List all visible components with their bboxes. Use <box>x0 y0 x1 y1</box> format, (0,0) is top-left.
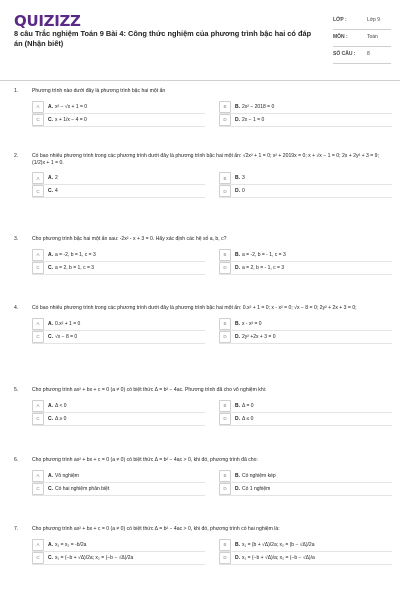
option-text <box>48 252 205 258</box>
option-letter-box[interactable]: C <box>32 331 44 343</box>
option-key: B. <box>235 175 240 182</box>
answer-option[interactable] <box>219 101 392 114</box>
option-content: x₁ = (−b + √Δ)/a; x₂ = (−b − √Δ)/a <box>242 554 315 561</box>
option-content: 2x − 1 = 0 <box>242 116 265 123</box>
option-key: A. <box>48 175 53 182</box>
option-letter-box[interactable]: C <box>32 413 44 425</box>
meta-row-subject <box>333 32 391 47</box>
answer-option[interactable] <box>219 539 392 552</box>
answer-options <box>32 470 392 496</box>
option-letter-box[interactable]: A <box>32 400 44 412</box>
option-key: A. <box>48 320 53 327</box>
question-count-label: SỐ CÂU : <box>333 51 356 57</box>
answer-option[interactable] <box>219 318 392 331</box>
option-content: 3 <box>242 175 245 182</box>
option-text <box>48 265 205 271</box>
option-key: D. <box>235 116 240 123</box>
answer-option[interactable] <box>219 172 392 185</box>
answer-option[interactable] <box>32 262 205 275</box>
answer-options <box>32 400 392 426</box>
option-letter-box[interactable]: A <box>32 318 44 330</box>
option-text <box>235 542 392 548</box>
option-content: Có 1 nghiệm <box>242 485 271 492</box>
question-number: 1. <box>14 88 19 94</box>
option-letter-box[interactable]: B <box>219 172 231 184</box>
option-letter-box[interactable]: D <box>219 114 231 126</box>
option-letter-box[interactable]: A <box>32 539 44 551</box>
question-header <box>14 526 392 533</box>
answer-options <box>32 539 392 565</box>
question-text: Cho phương trình ax² + bx + c = 0 (a ≠ 0) có biệt thức Δ = b² − 4ac > 0, khi đó, phương trình đã cho: <box>32 457 258 463</box>
option-text <box>235 321 392 327</box>
subject-label: MÔN : <box>333 34 348 40</box>
question-block <box>14 526 392 565</box>
option-key: D. <box>235 264 240 271</box>
answer-option[interactable] <box>32 331 205 344</box>
option-text <box>48 188 205 194</box>
option-content: a = 2, b = - 1, c = 3 <box>242 264 285 271</box>
question-block <box>14 88 392 127</box>
option-content: a = 2, b = 1, c = 3 <box>55 264 95 271</box>
question-header <box>14 305 392 312</box>
option-text <box>235 252 392 258</box>
option-content: a = -2, b = 1, c = 3 <box>55 251 96 258</box>
option-key: C. <box>48 264 53 271</box>
question-number: 3. <box>14 236 19 242</box>
header-divider <box>0 80 400 81</box>
option-letter-box[interactable]: B <box>219 249 231 261</box>
option-letter-box[interactable]: A <box>32 249 44 261</box>
option-key: B. <box>235 103 240 110</box>
option-content: Có nghiệm kép <box>242 472 276 479</box>
option-text <box>235 175 392 181</box>
option-key: D. <box>235 188 240 195</box>
option-content: Δ ≥ 0 <box>55 415 67 422</box>
subject-value: Toán <box>367 34 378 40</box>
question-header <box>14 236 392 243</box>
option-content: Có hai nghiệm phân biệt <box>55 485 110 492</box>
option-text <box>48 416 205 422</box>
answer-option[interactable] <box>219 331 392 344</box>
option-text <box>48 175 205 181</box>
question-number: 5. <box>14 387 19 393</box>
option-letter-box[interactable]: D <box>219 552 231 564</box>
option-letter-box[interactable]: B <box>219 470 231 482</box>
question-text: Cho phương trình bậc hai một ẩn sau: -2x² - x + 3 = 0. Hãy xác định các hệ số a, b, c? <box>32 236 227 242</box>
option-key: A. <box>48 402 53 409</box>
question-header <box>14 457 392 464</box>
option-text <box>48 403 205 409</box>
option-text <box>235 473 392 479</box>
option-content: √x − 8 = 0 <box>55 333 78 340</box>
question-text: Có bao nhiêu phương trình trong các phương trình dưới đây là phương trình bậc hai một ẩn: √2x² + 1 = 0; x² + 2019x = 0; x + √x − 1 = 0; 2x + 2y² + 3 = 9; (1/2)x + 1 = 0. <box>32 153 379 166</box>
option-content: x - x² = 0 <box>242 320 262 327</box>
answer-option[interactable] <box>32 413 205 426</box>
question-number: 4. <box>14 305 19 311</box>
option-text <box>235 555 392 561</box>
option-text <box>235 104 392 110</box>
meta-row-class <box>333 15 391 30</box>
option-content: Vô nghiệm <box>55 472 79 479</box>
option-text <box>235 486 392 492</box>
answer-options <box>32 249 392 275</box>
option-letter-box[interactable]: D <box>219 262 231 274</box>
option-key: D. <box>235 415 240 422</box>
option-text <box>48 473 205 479</box>
option-text <box>48 486 205 492</box>
option-text <box>48 555 205 561</box>
option-key: C. <box>48 333 53 340</box>
meta-row-count <box>333 49 391 64</box>
option-content: x + 1/x − 4 = 0 <box>55 116 87 123</box>
option-content: Δ ≤ 0 <box>242 415 254 422</box>
question-header <box>14 153 392 166</box>
option-key: A. <box>48 541 53 548</box>
answer-option[interactable] <box>32 539 205 552</box>
option-letter-box[interactable]: D <box>219 483 231 495</box>
option-letter-box[interactable]: B <box>219 539 231 551</box>
option-key: C. <box>48 554 53 561</box>
option-key: C. <box>48 188 53 195</box>
question-header <box>14 387 392 394</box>
option-content: Δ = 0 <box>242 402 254 409</box>
answer-option[interactable] <box>32 114 205 127</box>
option-key: A. <box>48 103 53 110</box>
question-text: Cho phương trình ax² + bx + c = 0 (a ≠ 0) có biệt thức Δ = b² − 4ac. Phương trình đã cho vô nghiệm khi: <box>32 387 267 393</box>
option-content: x₁ = (−b + √Δ)/2a; x₂ = (−b − √Δ)/2a <box>55 554 134 561</box>
option-text <box>48 104 205 110</box>
option-key: C. <box>48 485 53 492</box>
answer-option[interactable] <box>219 249 392 262</box>
answer-option[interactable] <box>32 318 205 331</box>
option-text <box>235 117 392 123</box>
answer-option[interactable] <box>219 400 392 413</box>
option-key: B. <box>235 541 240 548</box>
option-letter-box[interactable]: C <box>32 185 44 197</box>
option-content: 2y² +2x + 3 = 0 <box>242 333 276 340</box>
option-letter-box[interactable]: B <box>219 318 231 330</box>
answer-option[interactable] <box>219 114 392 127</box>
option-letter-box[interactable]: A <box>32 470 44 482</box>
answer-option[interactable] <box>32 400 205 413</box>
answer-option[interactable] <box>219 470 392 483</box>
option-letter-box[interactable]: D <box>219 413 231 425</box>
option-text <box>235 334 392 340</box>
question-text: Phương trình nào dưới đây là phương trình bậc hai một ẩn <box>32 88 166 94</box>
option-letter-box[interactable]: B <box>219 101 231 113</box>
answer-option[interactable] <box>219 185 392 198</box>
option-text <box>48 542 205 548</box>
answer-option[interactable] <box>219 552 392 565</box>
meta-panel <box>333 15 391 66</box>
option-key: D. <box>235 485 240 492</box>
option-key: C. <box>48 116 53 123</box>
option-key: B. <box>235 320 240 327</box>
option-letter-box[interactable]: D <box>219 331 231 343</box>
option-content: a = -2, b = - 1, c = 3 <box>242 251 286 258</box>
answer-option[interactable] <box>32 172 205 185</box>
option-content: 2 <box>55 175 58 182</box>
option-letter-box[interactable]: C <box>32 114 44 126</box>
answer-option[interactable] <box>32 185 205 198</box>
option-letter-box[interactable]: C <box>32 262 44 274</box>
option-key: B. <box>235 402 240 409</box>
option-letter-box[interactable]: A <box>32 172 44 184</box>
question-block <box>14 153 392 198</box>
question-number: 7. <box>14 526 19 532</box>
option-key: C. <box>48 415 53 422</box>
option-text <box>235 403 392 409</box>
question-block <box>14 305 392 344</box>
option-letter-box[interactable]: B <box>219 400 231 412</box>
question-block <box>14 457 392 496</box>
question-header <box>14 88 392 95</box>
option-content: 0 <box>242 188 245 195</box>
option-key: A. <box>48 251 53 258</box>
option-content: x₁ = x₂ = -b/2a <box>55 541 87 548</box>
option-content: x² − √x + 1 = 0 <box>55 103 88 110</box>
answer-option[interactable] <box>32 101 205 114</box>
option-content: Δ < 0 <box>55 402 67 409</box>
class-value: Lớp 9 <box>367 17 381 23</box>
answer-option[interactable] <box>32 470 205 483</box>
question-number: 2. <box>14 153 19 159</box>
answer-options <box>32 318 392 344</box>
option-content: 0.x² + 1 = 0 <box>55 320 81 327</box>
answer-option[interactable] <box>219 483 392 496</box>
option-content: 4 <box>55 188 58 195</box>
question-number: 6. <box>14 457 19 463</box>
option-text <box>235 265 392 271</box>
question-text: Có bao nhiêu phương trình trong các phương trình dưới đây là phương trình bậc hai một ẩn: 0.x² + 1 = 0; x - x² = 0; √x − 8 = 0; 2y² + 2x + 3 = 0; <box>32 305 357 311</box>
option-key: D. <box>235 333 240 340</box>
option-key: B. <box>235 251 240 258</box>
option-content: 2x² − 2018 = 0 <box>242 103 275 110</box>
question-text: Cho phương trình ax² + bx + c = 0 (a ≠ 0) có biệt thức Δ = b² − 4ac > 0, khi đó, phương trình có hai nghiệm là: <box>32 526 280 532</box>
answer-option[interactable] <box>32 483 205 496</box>
option-text <box>235 188 392 194</box>
option-text <box>48 321 205 327</box>
question-block <box>14 236 392 275</box>
option-key: B. <box>235 472 240 479</box>
option-letter-box[interactable]: A <box>32 101 44 113</box>
answer-option[interactable] <box>32 552 205 565</box>
answer-options <box>32 101 392 127</box>
option-key: A. <box>48 472 53 479</box>
class-label: LỚP : <box>333 17 347 23</box>
option-letter-box[interactable]: D <box>219 185 231 197</box>
answer-options <box>32 172 392 198</box>
option-content: x₁ = (b + √Δ)/2a; x₂ = (b − √Δ)/2a <box>242 541 315 548</box>
answer-option[interactable] <box>219 262 392 275</box>
option-key: D. <box>235 554 240 561</box>
answer-option[interactable] <box>219 413 392 426</box>
option-letter-box[interactable]: C <box>32 483 44 495</box>
option-text <box>48 117 205 123</box>
option-letter-box[interactable]: C <box>32 552 44 564</box>
option-text <box>235 416 392 422</box>
question-block <box>14 387 392 426</box>
document-title: 8 câu Trắc nghiệm Toán 9 Bài 4: Công thức nghiệm của phương trình bậc hai có đáp án (Nhận biết) <box>14 29 312 48</box>
quizizz-logo: QUIZIZZ <box>14 12 81 30</box>
answer-option[interactable] <box>32 249 205 262</box>
question-count-value: 8 <box>367 51 370 57</box>
option-text <box>48 334 205 340</box>
